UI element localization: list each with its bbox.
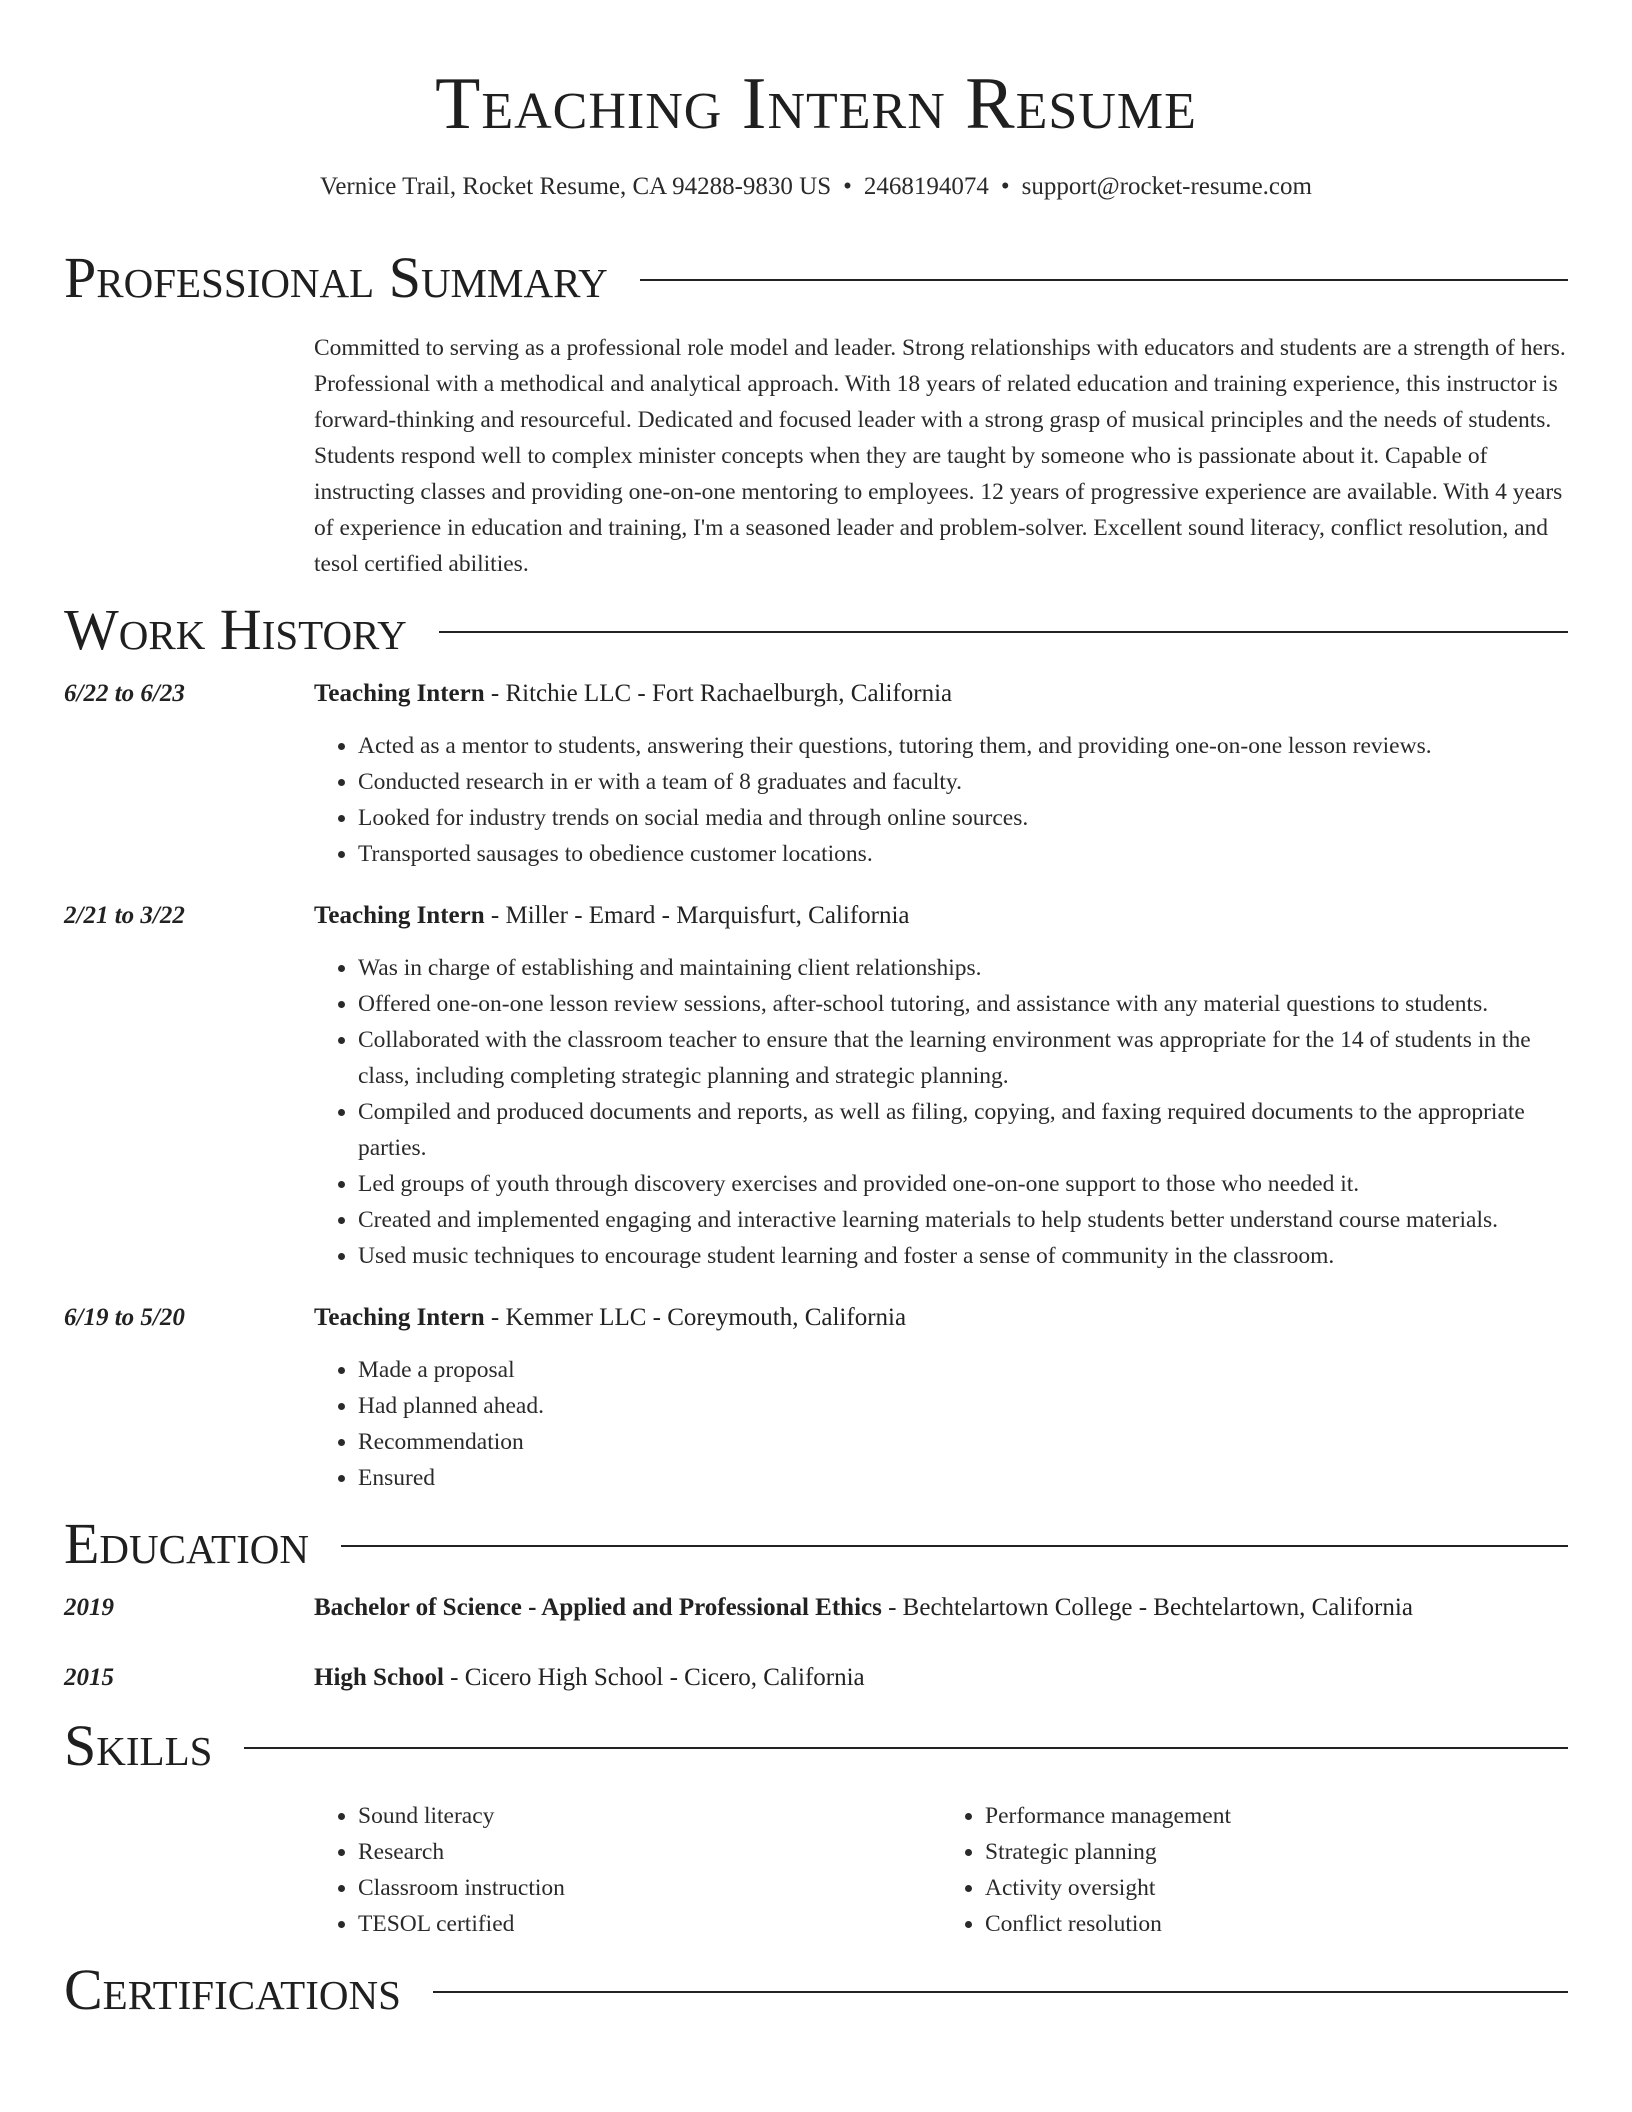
section-divider [433,1991,1568,1993]
education-entry [64,1590,1568,1626]
education-heading [314,1660,1568,1696]
list-item: • Recommendation [358,1424,1568,1460]
section-title-summary: Professional Summary [64,245,608,310]
job-dates: 6/22 to 6/23 [64,680,185,707]
skills-columns [314,1798,1568,1942]
section-header-summary [64,245,1568,310]
list-item: • Compiled and produced documents and reports, as well as filing, copying, and faxing required documents to the appropriate parties. [358,1094,1568,1166]
skill-item: • TESOL certified [358,1906,941,1942]
job-dates: 6/19 to 5/20 [64,1304,185,1331]
education-year: 2019 [64,1594,114,1621]
section-header-certifications [64,1957,1568,2022]
job-details: - Kemmer LLC - Coreymouth, California [484,1304,907,1331]
list-item: • Made a proposal [358,1352,1568,1388]
list-item: • Acted as a mentor to students, answering their questions, tutoring them, and providing one-on-one lesson reviews. [358,728,1568,764]
contact-email: support@rocket-resume.com [1021,173,1312,200]
section-title-skills: Skills [64,1713,213,1778]
contact-line [64,170,1568,204]
skill-item: • Research [358,1834,941,1870]
education-entry [64,1660,1568,1696]
list-item: • Looked for industry trends on social media and through online sources. [358,800,1568,836]
job-details: - Miller - Emard - Marquisfurt, California [484,902,910,929]
skill-item: • Activity oversight [985,1870,1568,1906]
job-entry [64,898,1568,1274]
skill-item: • Classroom instruction [358,1870,941,1906]
contact-phone: 2468194074 [863,173,989,200]
resume-title: Teaching Intern Resume [435,63,1197,145]
skill-item: • Performance management [985,1798,1568,1834]
contact-separator: • [843,173,852,200]
job-heading [314,676,1568,712]
job-title: Teaching Intern [314,902,485,929]
job-dates: 2/21 to 3/22 [64,902,185,929]
education-year: 2015 [64,1664,114,1691]
skills-row [64,1798,1568,1942]
list-item: • Had planned ahead. [358,1388,1568,1424]
contact-separator: • [1000,173,1010,200]
education-heading [314,1590,1568,1626]
section-divider [640,279,1568,281]
skills-list-right [941,1798,1568,1942]
job-details: - Ritchie LLC - Fort Rachaelburgh, California [484,680,953,707]
summary-text: Committed to serving as a professional role model and leader. Strong relationships with educators and students are a strength of hers. Professional with a methodical and analytical approach. With 18 years of related education and training experience, this instructor is forward-thinking and resourceful. Dedicated and focused leader with a strong grasp of musical principles and the needs of students. Students respond well to complex minister concepts when they are taught by someone who is passionate about it. Capable of instructing classes and providing one-on-one mentoring to employees. 12 years of progressive experience are available. With 4 years of experience in education and training, I'm a seasoned leader and problem-solver. Excellent sound literacy, conflict resolution, and tesol certified abilities. [314,335,1566,577]
list-item: • Conducted research in er with a team of 8 graduates and faculty. [358,764,1568,800]
job-heading [314,898,1568,934]
section-divider [439,631,1568,633]
section-header-skills [64,1713,1568,1778]
job-entry [64,676,1568,872]
job-bullets [314,1352,1568,1496]
skill-item: • Sound literacy [358,1798,941,1834]
list-item: • Offered one-on-one lesson review sessions, after-school tutoring, and assistance with any material questions to students. [358,986,1568,1022]
job-bullets [314,728,1568,872]
job-title: Teaching Intern [314,1304,485,1331]
job-heading [314,1300,1568,1336]
education-degree: Bachelor of Science - Applied and Professional Ethics [314,1594,882,1621]
section-divider [244,1747,1568,1749]
summary-row [64,330,1568,582]
section-header-education [64,1511,1568,1576]
section-title-education: Education [64,1511,309,1576]
job-entry [64,1300,1568,1496]
job-bullets [314,950,1568,1274]
skills-list-left [314,1798,941,1942]
education-degree: High School [314,1664,444,1691]
resume-page [64,0,1568,2022]
section-divider [341,1545,1568,1547]
list-item: • Led groups of youth through discovery exercises and provided one-on-one support to those who needed it. [358,1166,1568,1202]
list-item: • Created and implemented engaging and interactive learning materials to help students better understand course materials. [358,1202,1568,1238]
section-title-certifications: Certifications [64,1957,401,2022]
section-title-work: Work History [64,597,407,662]
education-details: - Bechtelartown College - Bechtelartown, California [881,1594,1413,1621]
contact-address: Vernice Trail, Rocket Resume, CA 94288-9830 US [320,173,832,200]
list-item: • Ensured [358,1460,1568,1496]
list-item: • Used music techniques to encourage student learning and foster a sense of community in the classroom. [358,1238,1568,1274]
education-details: - Cicero High School - Cicero, California [443,1664,865,1691]
section-header-work [64,597,1568,662]
job-title: Teaching Intern [314,680,485,707]
skill-item: • Strategic planning [985,1834,1568,1870]
summary-spacer [64,330,314,582]
list-item: • Was in charge of establishing and maintaining client relationships. [358,950,1568,986]
list-item: • Transported sausages to obedience customer locations. [358,836,1568,872]
skill-item: • Conflict resolution [985,1906,1568,1942]
list-item: • Collaborated with the classroom teacher to ensure that the learning environment was appropriate for the 14 of students in the class, including completing strategic planning and strategic planning. [358,1022,1568,1094]
